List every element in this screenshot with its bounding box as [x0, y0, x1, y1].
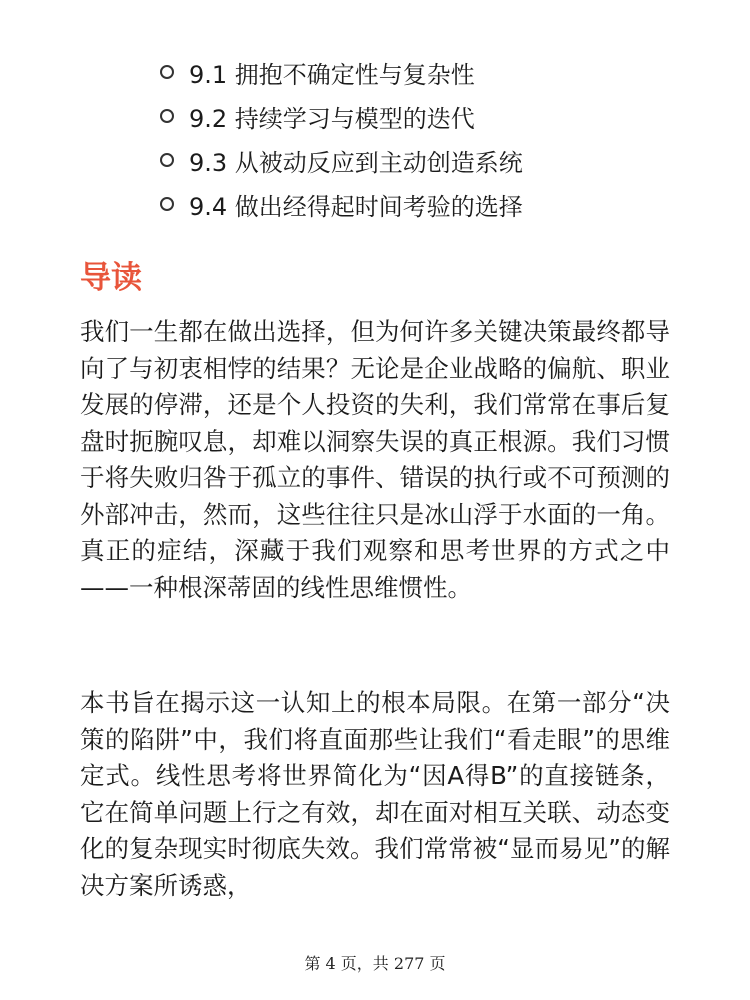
table-of-contents [160, 50, 523, 226]
toc-item-9-3[interactable] [160, 138, 523, 182]
toc-item-label: 9.2 持续学习与模型的迭代 [189, 104, 475, 133]
toc-item-label: 9.1 拥抱不确定性与复杂性 [189, 60, 475, 89]
toc-item-label: 9.3 从被动反应到主动创造系统 [189, 148, 523, 177]
body-paragraph-1: 我们一生都在做出选择，但为何许多关键决策最终都导向了与初衷相悖的结果？无论是企业战略的偏航、职业发展的停滞，还是个人投资的失利，我们常常在事后复盘时扼腕叹息，却难以洞察失误的真正根源。我们习惯于将失败归咎于孤立的事件、错误的执行或不可预测的外部冲击，然而，这些往往只是冰山浮于水面的一角。真正的症结，深藏于我们观察和思考世界的方式之中——一种根深蒂固的线性思维惯性。 [80, 317, 670, 602]
circle-bullet-icon [160, 109, 174, 123]
toc-item-label: 9.4 做出经得起时间考验的选择 [189, 192, 523, 221]
toc-item-9-4[interactable] [160, 182, 523, 226]
circle-bullet-icon [160, 197, 174, 211]
toc-item-9-1[interactable] [160, 50, 523, 94]
toc-item-9-2[interactable] [160, 94, 523, 138]
body-paragraph-2: 本书旨在揭示这一认知上的根本局限。在第一部分“决策的陷阱”中，我们将直面那些让我们“看走眼”的思维定式。线性思考将世界简化为“因A得B”的直接链条，它在简单问题上行之有效，却在面对相互关联、动态变化的复杂现实时彻底失效。我们常常被“显而易见”的解决方案所诱惑， [80, 688, 670, 900]
circle-bullet-icon [160, 153, 174, 167]
section-heading: 导读 [80, 260, 142, 296]
circle-bullet-icon [160, 65, 174, 79]
page-number: 第 4 页，共 277 页 [304, 954, 446, 973]
